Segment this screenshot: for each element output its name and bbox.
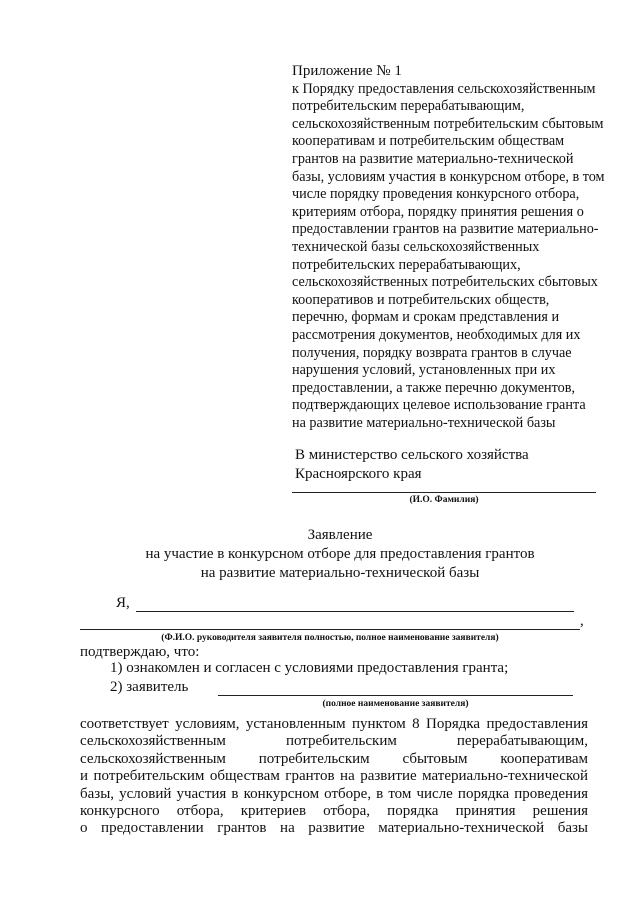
heading-subtitle: на развитие материально-технической базы (200, 565, 480, 581)
list-item: 2) заявитель (110, 679, 189, 695)
heading-title: Заявление (307, 527, 373, 543)
appendix-line: подтверждающих целевое использование гранта (292, 397, 586, 414)
appendix-line: кооперативам и потребительским обществам (292, 133, 565, 150)
appendix-line: на развитие материально-технической базы (292, 414, 556, 431)
list-item: 1) ознакомлен и согласен с условиями предоставления гранта; (110, 660, 509, 676)
appendix-line: потребительских перерабатывающих, (292, 256, 521, 273)
signature-line (292, 492, 596, 493)
body-line: и потребительским обществам грантов на развитие материально-технической (80, 768, 588, 785)
appendix-line: кооперативов и потребительских обществ, (292, 291, 550, 308)
appendix-line: получения, порядку возврата грантов в случае (292, 344, 572, 361)
comma-mark: , (580, 613, 584, 629)
applicant-fullname-caption: (полное наименование заявителя) (322, 699, 469, 709)
applicant-name-field-continued[interactable] (80, 629, 580, 630)
addressee-line: Красноярского края (295, 466, 422, 482)
appendix-line: базы, условиям участия в конкурсном отборе, в том (292, 168, 605, 185)
body-line: сельскохозяйственным потребительским сбытовым кооперативам (80, 750, 588, 767)
body-line: соответствует условиям, установленным пунктом 8 Порядка предоставления (80, 716, 588, 732)
document-heading (70, 526, 610, 583)
appendix-line: сельскохозяйственных потребительских сбытовых (292, 274, 598, 291)
appendix-block (292, 63, 612, 432)
ya-label: Я, (116, 595, 130, 611)
appendix-line: перечню, формам и срокам представления и (292, 309, 560, 326)
appendix-line: к Порядку предоставления сельскохозяйственным (292, 80, 596, 97)
appendix-title: Приложение № 1 (292, 63, 402, 79)
body-line: о предоставлении грантов на развитие материально-технической базы (80, 820, 588, 837)
appendix-line: числе порядку проведения конкурсного отбора, (292, 186, 580, 203)
appendix-line: нарушения условий, установленных при их (292, 362, 556, 379)
appendix-line: рассмотрения документов, необходимых для их (292, 326, 581, 343)
appendix-line: технической базы сельскохозяйственных (292, 238, 540, 255)
applicant-name-caption: (Ф.И.О. руководителя заявителя полностью, полное наименование заявителя) (161, 633, 499, 643)
confirm-text: подтверждаю, что: (80, 644, 200, 660)
addressee-block (295, 446, 615, 484)
addressee-line: В министерство сельского хозяйства (295, 447, 529, 463)
appendix-line: предоставлении, а также перечню документов, (292, 379, 575, 396)
body-line: базы, условий участия в конкурсном отборе, в том числе порядка проведения (80, 785, 588, 802)
body-line: конкурсного отбора, критериев отбора, порядка принятия решения (80, 803, 588, 820)
appendix-line: критериям отбора, порядку принятия решения о (292, 203, 584, 220)
body-line: сельскохозяйственным потребительским перерабатывающим, (80, 733, 588, 750)
appendix-line: предоставлении грантов на развитие материально- (292, 221, 599, 238)
heading-subtitle: на участие в конкурсном отборе для предоставления грантов (145, 546, 535, 562)
signature-caption: (И.О. Фамилия) (409, 495, 479, 505)
addressee-signature-field[interactable] (292, 492, 596, 505)
body-paragraph (80, 716, 588, 838)
appendix-line: сельскохозяйственным потребительским сбытовым (292, 115, 604, 132)
applicant-name-field[interactable] (136, 611, 574, 612)
appendix-line: грантов на развитие материально-технической (292, 150, 574, 167)
applicant-fullname-field[interactable] (218, 695, 573, 696)
appendix-line: потребительским перерабатывающим, (292, 98, 525, 115)
